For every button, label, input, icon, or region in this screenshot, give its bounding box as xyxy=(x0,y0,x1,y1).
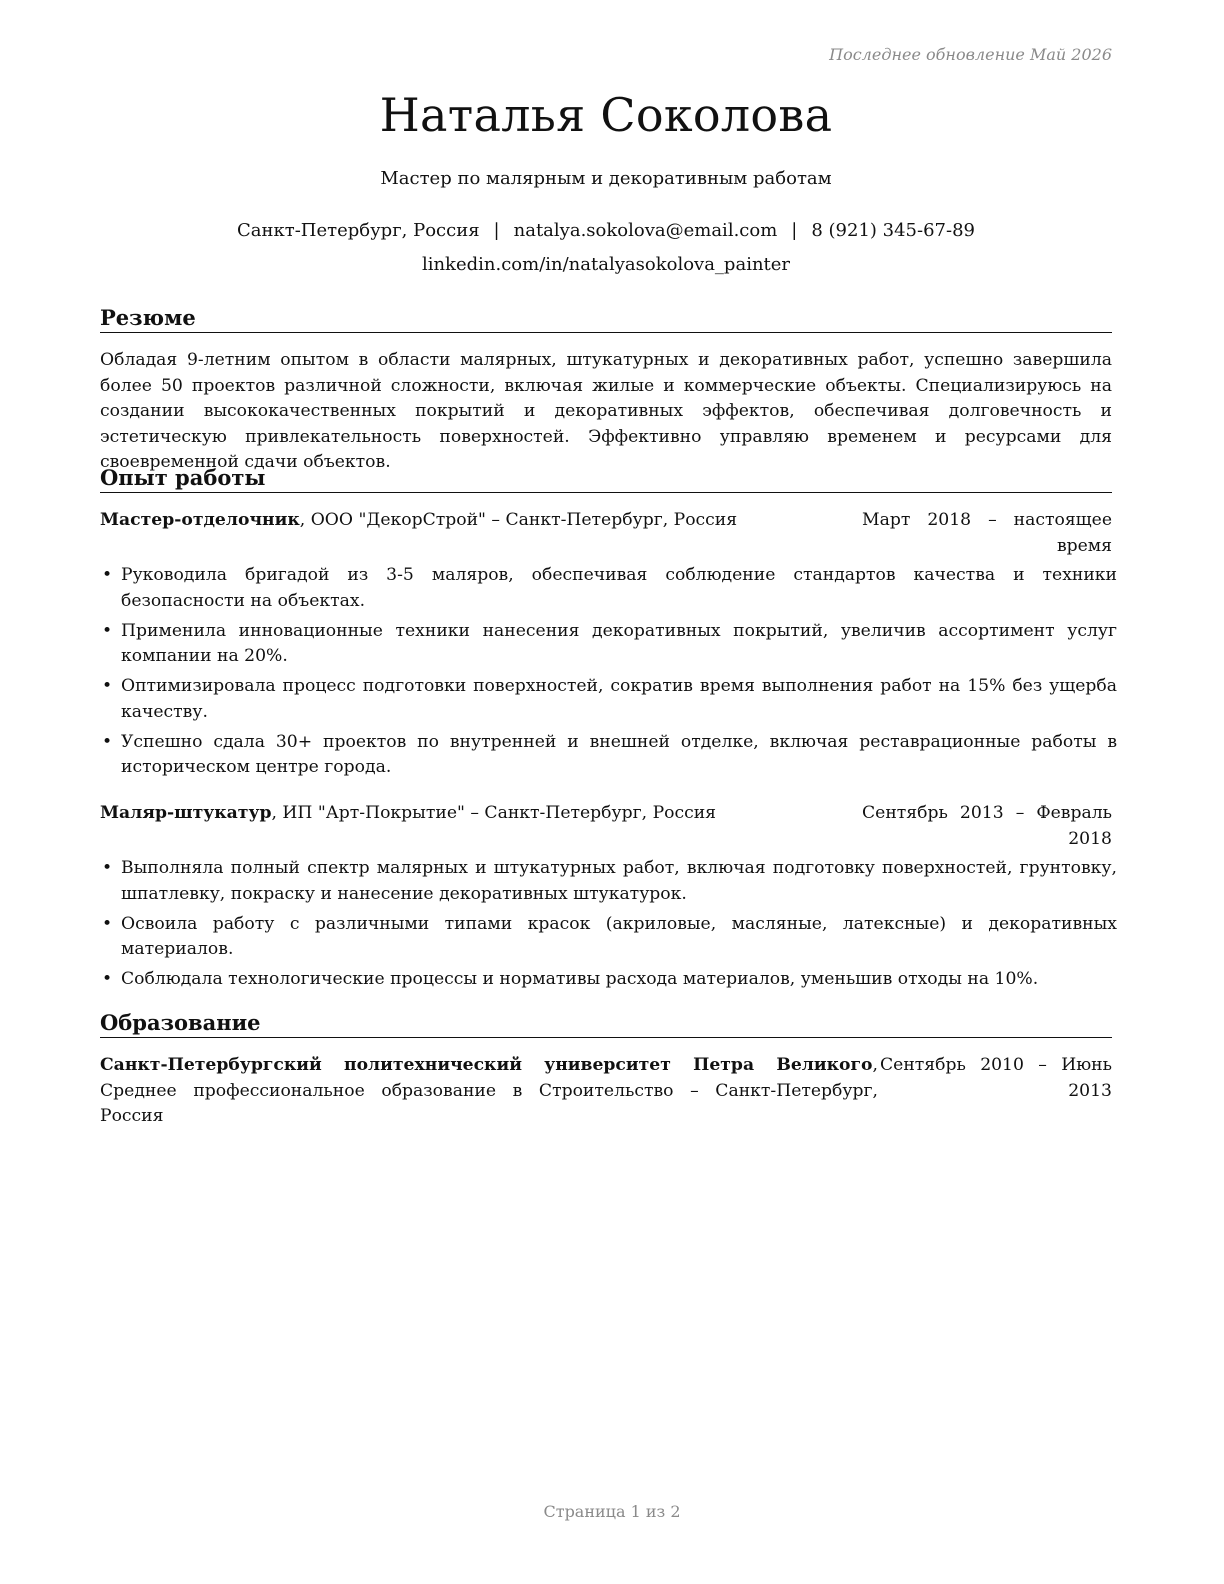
contact-email[interactable]: natalya.sokolova@email.com xyxy=(513,220,778,241)
page-number: Страница 1 из 2 xyxy=(543,1502,681,1521)
bullet-text: Руководила бригадой из 3-5 маляров, обеспечивая соблюдение стандартов качества и техники безопасности на объектах. xyxy=(121,565,1117,611)
resume-page xyxy=(100,0,1117,1584)
bullet-icon: • xyxy=(102,969,113,989)
list-item xyxy=(100,619,1117,670)
list-item xyxy=(100,563,1117,614)
job-position: Мастер-отделочник xyxy=(100,510,300,530)
education-details xyxy=(100,1053,878,1130)
bullet-icon: • xyxy=(102,676,113,696)
job-title-line xyxy=(100,801,860,827)
education-institution: Санкт-Петербургский политехнический университет Петра Великого xyxy=(100,1055,873,1075)
bullet-text: Освоила работу с различными типами красок (акриловые, масляные, латексные) и декоративных материалов. xyxy=(121,913,1117,959)
education-dates: Сентябрь 2010 – Июнь 2013 xyxy=(880,1055,1112,1101)
education-program: , Среднее профессиональное образование в Строительство – Санкт-Петербург, Россия xyxy=(100,1055,878,1126)
last-updated: Последнее обновление Май 2026 xyxy=(829,45,1112,64)
list-item xyxy=(100,730,1117,781)
section-title-education: Образование xyxy=(100,1010,1112,1038)
contact-location: Санкт-Петербург, Россия xyxy=(236,220,480,241)
candidate-title: Мастер по малярным и декоративным работам xyxy=(380,168,832,189)
bullet-icon: • xyxy=(102,913,113,934)
contact-linkedin[interactable]: linkedin.com/in/natalyasokolova_painter xyxy=(421,254,791,275)
candidate-name: Наталья Соколова xyxy=(379,88,833,142)
list-item xyxy=(100,967,1117,993)
list-item xyxy=(100,912,1117,963)
bullet-icon: • xyxy=(102,858,113,878)
job-position: Маляр-штукатур xyxy=(100,803,272,823)
bullet-text: Выполняла полный спектр малярных и штукатурных работ, включая подготовку поверхностей, грунтовку, шпатлевку, покраску и нанесение декоративных штукатурок. xyxy=(121,858,1117,904)
bullet-text: Успешно сдала 30+ проектов по внутренней и внешней отделке, включая реставрационные работы в историческом центре города. xyxy=(121,731,1117,777)
job-dates: Март 2018 – настоящее время xyxy=(862,510,1112,556)
section-title-experience: Опыт работы xyxy=(100,465,1112,493)
bullet-icon: • xyxy=(102,731,113,752)
section-title-summary: Резюме xyxy=(100,305,1112,333)
job-title-line xyxy=(100,508,860,534)
job-company: , ООО "ДекорСтрой" – Санкт-Петербург, Россия xyxy=(299,510,738,530)
contact-separator: | xyxy=(493,220,500,241)
summary-text: Обладая 9-летним опытом в области малярных, штукатурных и декоративных работ, успешно завершила более 50 проектов различной сложности, включая жилые и коммерческие объекты. Специализируюсь на создании высококачественных покрытий и декоративных эффектов, обеспечивая долговечность и эстетическую привлекательность поверхностей. Эффективно управляю временем и ресурсами для своевременной сдачи объектов. xyxy=(100,350,1112,472)
job-company: , ИП "Арт-Покрытие" – Санкт-Петербург, Россия xyxy=(271,803,717,823)
job-bullets xyxy=(100,563,1117,785)
bullet-icon: • xyxy=(102,620,113,641)
list-item xyxy=(100,674,1117,725)
contact-line xyxy=(100,220,1112,241)
list-item xyxy=(100,856,1117,907)
bullet-text: Оптимизировала процесс подготовки поверхностей, сократив время выполнения работ на 15% без ущерба качеству. xyxy=(121,676,1117,722)
bullet-text: Соблюдала технологические процессы и нормативы расхода материалов, уменьшив отходы на 10%. xyxy=(121,969,1039,989)
bullet-icon: • xyxy=(102,565,113,585)
job-dates: Сентябрь 2013 – Февраль 2018 xyxy=(862,803,1112,849)
contact-phone: 8 (921) 345-67-89 xyxy=(811,220,975,241)
contact-separator: | xyxy=(791,220,798,241)
job-bullets xyxy=(100,856,1117,997)
bullet-text: Применила инновационные техники нанесения декоративных покрытий, увеличив ассортимент услуг компании на 20%. xyxy=(121,620,1117,666)
